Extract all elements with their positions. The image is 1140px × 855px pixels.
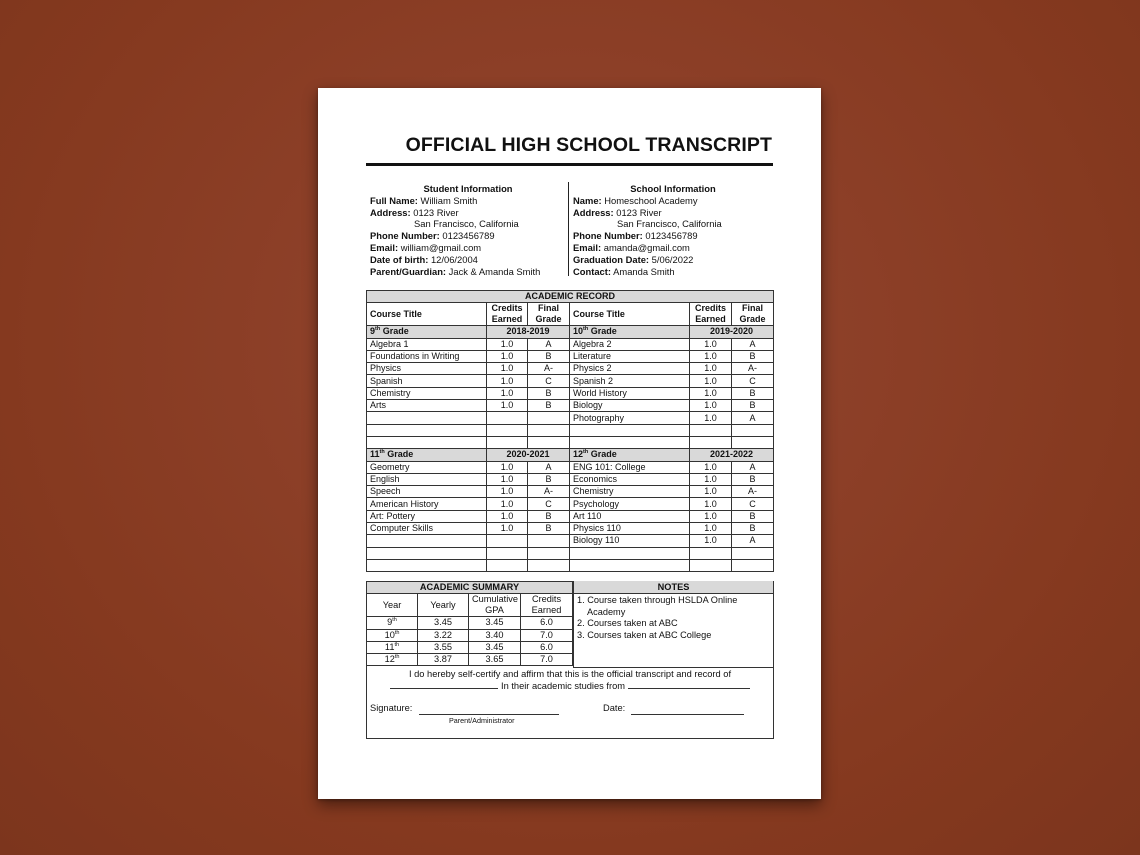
credits-cell: 1.0 xyxy=(487,350,528,362)
final-grade-header: Final Grade xyxy=(732,303,774,326)
table-row xyxy=(367,559,774,571)
graduation-date-label: Graduation Date: xyxy=(573,253,650,265)
grade-cell xyxy=(528,412,570,424)
grade-cell: B xyxy=(732,400,774,412)
credits-cell xyxy=(487,424,528,436)
table-row xyxy=(367,486,774,498)
contact-label: Contact: xyxy=(573,265,612,277)
credits-cell: 1.0 xyxy=(487,363,528,375)
yearly-gpa-cell: 3.55 xyxy=(418,641,469,653)
grade-level-label: 12th Grade xyxy=(570,449,690,461)
parent-label: Parent/Guardian: xyxy=(370,265,447,277)
grade-cell xyxy=(528,547,570,559)
course-title-cell: Physics xyxy=(367,363,487,375)
school-address-line1: 0123 River xyxy=(616,206,662,218)
page-title: OFFICIAL HIGH SCHOOL TRANSCRIPT xyxy=(405,134,772,156)
table-row xyxy=(367,498,774,510)
course-title-cell xyxy=(367,424,487,436)
school-name-value: Homeschool Academy xyxy=(604,194,698,206)
contact-value: Amanda Smith xyxy=(613,265,675,277)
dob-value: 12/06/2004 xyxy=(430,253,478,265)
grade-cell: A- xyxy=(528,486,570,498)
grade-cell: B xyxy=(732,473,774,485)
school-year-label: 2020-2021 xyxy=(487,449,570,461)
course-title-cell: Spanish xyxy=(367,375,487,387)
credits-cell: 1.0 xyxy=(487,498,528,510)
course-title-cell: Computer Skills xyxy=(367,523,487,535)
academic-record-table xyxy=(366,290,774,572)
title-underline xyxy=(366,163,773,166)
credits-header: Credits Earned xyxy=(487,303,528,326)
credits-earned-cell: 6.0 xyxy=(521,617,573,629)
grade-cell: A xyxy=(528,338,570,350)
cumulative-gpa-cell: 3.45 xyxy=(469,641,521,653)
course-title-cell xyxy=(367,547,487,559)
student-info-heading: Student Information xyxy=(423,183,513,194)
full-name-label: Full Name: xyxy=(370,194,418,206)
school-year-label: 2019-2020 xyxy=(690,326,774,338)
course-title-cell: ENG 101: College xyxy=(570,461,690,473)
course-title-cell: Algebra 2 xyxy=(570,338,690,350)
study-dates-blank[interactable] xyxy=(628,688,750,689)
grade-cell: B xyxy=(528,400,570,412)
yearly-header: Yearly xyxy=(418,594,469,617)
school-address-line2: San Francisco, California xyxy=(617,218,722,230)
table-row xyxy=(367,400,774,412)
grade-cell: B xyxy=(528,523,570,535)
table-row xyxy=(367,387,774,399)
table-row xyxy=(367,461,774,473)
grade-cell xyxy=(528,436,570,448)
grade-cell xyxy=(528,424,570,436)
school-year-label: 2018-2019 xyxy=(487,326,570,338)
phone-label: Phone Number: xyxy=(370,230,440,242)
course-title-cell: Physics 110 xyxy=(570,523,690,535)
school-phone-label: Phone Number: xyxy=(573,230,643,242)
table-row xyxy=(367,523,774,535)
certification-line1: I do hereby self-certify and affirm that this is the official transcript and record of xyxy=(408,669,732,679)
grade-cell xyxy=(528,559,570,571)
cumulative-gpa-cell: 3.40 xyxy=(469,629,521,641)
summary-row xyxy=(367,629,573,641)
table-row xyxy=(367,424,774,436)
note-item: 2. Courses taken at ABC xyxy=(577,618,678,628)
summary-year-cell: 9th xyxy=(367,617,418,629)
grade-cell: A xyxy=(732,535,774,547)
signature-label: Signature: xyxy=(370,703,413,713)
email-label: Email: xyxy=(370,241,399,253)
credits-cell: 1.0 xyxy=(690,412,732,424)
credits-cell: 1.0 xyxy=(690,363,732,375)
credits-cell: 1.0 xyxy=(690,523,732,535)
credits-cell: 1.0 xyxy=(690,375,732,387)
grade-cell: B xyxy=(732,523,774,535)
course-title-cell: Chemistry xyxy=(570,486,690,498)
grade-cell: C xyxy=(528,498,570,510)
course-title-cell xyxy=(570,547,690,559)
grade-cell: B xyxy=(732,350,774,362)
notes-heading: NOTES xyxy=(573,581,773,594)
table-row xyxy=(367,338,774,350)
credits-cell: 1.0 xyxy=(690,400,732,412)
summary-year-cell: 12th xyxy=(367,654,418,666)
course-title-cell: Art 110 xyxy=(570,510,690,522)
credits-cell: 1.0 xyxy=(690,338,732,350)
parent-value: Jack & Amanda Smith xyxy=(448,265,541,277)
course-title-cell xyxy=(367,559,487,571)
grade-level-label: 10th Grade xyxy=(570,326,690,338)
course-title-cell: Speech xyxy=(367,486,487,498)
summary-year-cell: 10th xyxy=(367,629,418,641)
academic-record-heading: ACADEMIC RECORD xyxy=(367,291,774,303)
cumulative-gpa-cell: 3.45 xyxy=(469,617,521,629)
table-row xyxy=(367,510,774,522)
grade-cell: B xyxy=(528,350,570,362)
signature-sublabel: Parent/Administrator xyxy=(449,716,515,725)
course-title-cell xyxy=(367,436,487,448)
cumulative-gpa-cell: 3.65 xyxy=(469,654,521,666)
course-title-cell xyxy=(367,535,487,547)
school-year-label: 2021-2022 xyxy=(690,449,774,461)
grade-cell: C xyxy=(528,375,570,387)
grade-cell xyxy=(528,535,570,547)
credits-cell: 1.0 xyxy=(487,486,528,498)
grade-cell: A- xyxy=(732,486,774,498)
course-title-header: Course Title xyxy=(570,303,690,326)
grade-cell: A- xyxy=(732,363,774,375)
credits-cell: 1.0 xyxy=(487,338,528,350)
course-title-cell: Chemistry xyxy=(367,387,487,399)
grade-cell: A- xyxy=(528,363,570,375)
grade-level-label: 11th Grade xyxy=(367,449,487,461)
summary-row xyxy=(367,641,573,653)
email-value: william@gmail.com xyxy=(400,241,482,253)
credits-cell xyxy=(487,436,528,448)
credits-cell: 1.0 xyxy=(487,461,528,473)
course-title-cell xyxy=(367,412,487,424)
school-phone-value: 0123456789 xyxy=(645,230,698,242)
table-row xyxy=(367,535,774,547)
grade-cell: C xyxy=(732,498,774,510)
signature-line[interactable] xyxy=(419,714,559,715)
notes-list xyxy=(577,595,773,641)
course-title-cell: Physics 2 xyxy=(570,363,690,375)
credits-cell: 1.0 xyxy=(690,387,732,399)
credits-cell xyxy=(690,547,732,559)
grade-level-label: 9th Grade xyxy=(367,326,487,338)
credits-cell: 1.0 xyxy=(690,510,732,522)
course-title-cell: Psychology xyxy=(570,498,690,510)
grade-cell xyxy=(732,547,774,559)
address-line2: San Francisco, California xyxy=(414,218,519,230)
credits-cell: 1.0 xyxy=(487,400,528,412)
certification-line2: In their academic studies from xyxy=(500,681,625,691)
graduation-date-value: 5/06/2022 xyxy=(651,253,694,265)
course-title-cell: Literature xyxy=(570,350,690,362)
grade-header-row xyxy=(367,326,774,338)
dob-label: Date of birth: xyxy=(370,253,429,265)
academic-summary-heading: ACADEMIC SUMMARY xyxy=(367,582,573,594)
address-line1: 0123 River xyxy=(413,206,459,218)
credits-cell: 1.0 xyxy=(487,387,528,399)
credits-cell xyxy=(487,535,528,547)
grade-cell: B xyxy=(732,510,774,522)
summary-row xyxy=(367,617,573,629)
full-name-value: William Smith xyxy=(420,194,478,206)
course-title-cell xyxy=(570,436,690,448)
course-title-cell: Economics xyxy=(570,473,690,485)
yearly-gpa-cell: 3.87 xyxy=(418,654,469,666)
credits-cell: 1.0 xyxy=(690,350,732,362)
credits-cell: 1.0 xyxy=(487,375,528,387)
table-row xyxy=(367,547,774,559)
grade-cell: A xyxy=(732,412,774,424)
course-title-cell: World History xyxy=(570,387,690,399)
certification-line2-wrap xyxy=(370,680,770,692)
course-title-cell: Biology xyxy=(570,400,690,412)
final-grade-header: Final Grade xyxy=(528,303,570,326)
credits-earned-cell: 7.0 xyxy=(521,629,573,641)
academic-summary-table xyxy=(366,581,573,666)
student-information xyxy=(370,183,566,277)
credits-cell: 1.0 xyxy=(690,486,732,498)
course-title-cell: Spanish 2 xyxy=(570,375,690,387)
grade-cell: A xyxy=(732,461,774,473)
course-title-cell: English xyxy=(367,473,487,485)
credits-cell: 1.0 xyxy=(690,535,732,547)
grade-cell xyxy=(732,436,774,448)
course-title-cell: Biology 110 xyxy=(570,535,690,547)
credits-earned-cell: 6.0 xyxy=(521,641,573,653)
grade-cell xyxy=(732,424,774,436)
cumulative-gpa-header: Cumulative GPA xyxy=(469,594,521,617)
credits-header: Credits Earned xyxy=(690,303,732,326)
school-information xyxy=(573,183,773,277)
note-item: 1. Course taken through HSLDA Online Academy xyxy=(577,595,738,617)
credits-earned-header: Credits Earned xyxy=(521,594,573,617)
course-title-cell: Foundations in Writing xyxy=(367,350,487,362)
credits-cell xyxy=(690,424,732,436)
credits-cell: 1.0 xyxy=(690,461,732,473)
date-label: Date: xyxy=(603,703,626,713)
course-title-cell: Arts xyxy=(367,400,487,412)
course-title-cell xyxy=(570,424,690,436)
address-label: Address: xyxy=(370,206,411,218)
table-row xyxy=(367,350,774,362)
transcript-page xyxy=(318,88,821,799)
table-row xyxy=(367,473,774,485)
course-title-cell: Photography xyxy=(570,412,690,424)
table-row xyxy=(367,375,774,387)
school-email-value: amanda@gmail.com xyxy=(603,241,690,253)
year-header: Year xyxy=(367,594,418,617)
course-title-cell: Algebra 1 xyxy=(367,338,487,350)
credits-cell: 1.0 xyxy=(487,523,528,535)
school-name-label: Name: xyxy=(573,194,602,206)
certification-statement xyxy=(370,668,770,692)
course-title-cell: American History xyxy=(367,498,487,510)
table-row xyxy=(367,412,774,424)
grade-cell xyxy=(732,559,774,571)
credits-cell: 1.0 xyxy=(690,498,732,510)
credits-cell xyxy=(690,559,732,571)
grade-cell: C xyxy=(732,375,774,387)
table-row xyxy=(367,363,774,375)
phone-value: 0123456789 xyxy=(442,230,495,242)
school-info-heading: School Information xyxy=(630,183,716,194)
credits-cell xyxy=(487,547,528,559)
school-email-label: Email: xyxy=(573,241,602,253)
credits-cell: 1.0 xyxy=(690,473,732,485)
school-address-label: Address: xyxy=(573,206,614,218)
date-line[interactable] xyxy=(631,714,744,715)
credits-cell xyxy=(487,559,528,571)
grade-cell: B xyxy=(732,387,774,399)
grade-cell: B xyxy=(528,473,570,485)
summary-row xyxy=(367,654,573,666)
student-name-blank[interactable] xyxy=(390,688,498,689)
summary-year-cell: 11th xyxy=(367,641,418,653)
yearly-gpa-cell: 3.22 xyxy=(418,629,469,641)
credits-cell: 1.0 xyxy=(487,473,528,485)
grade-header-row xyxy=(367,449,774,461)
credits-cell xyxy=(690,436,732,448)
course-title-header: Course Title xyxy=(367,303,487,326)
grade-cell: A xyxy=(528,461,570,473)
grade-cell: B xyxy=(528,510,570,522)
credits-cell xyxy=(487,412,528,424)
course-title-cell: Art: Pottery xyxy=(367,510,487,522)
yearly-gpa-cell: 3.45 xyxy=(418,617,469,629)
course-title-cell: Geometry xyxy=(367,461,487,473)
grade-cell: B xyxy=(528,387,570,399)
credits-earned-cell: 7.0 xyxy=(521,654,573,666)
note-item: 3. Courses taken at ABC College xyxy=(577,629,712,640)
grade-cell: A xyxy=(732,338,774,350)
info-divider xyxy=(568,182,569,276)
course-title-cell xyxy=(570,559,690,571)
table-row xyxy=(367,436,774,448)
credits-cell: 1.0 xyxy=(487,510,528,522)
